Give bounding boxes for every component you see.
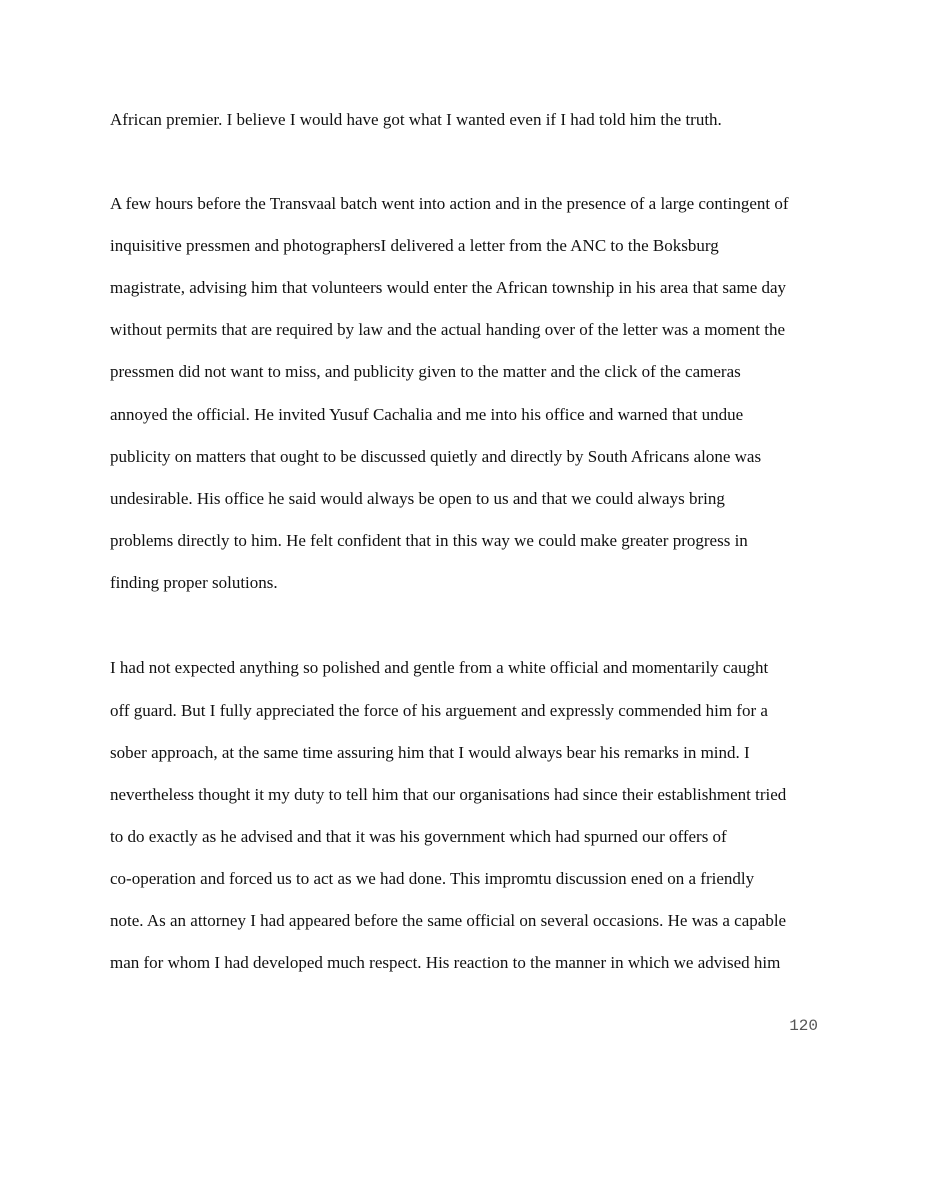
text-line: problems directly to him. He felt confident that in this way we could make greater progress in [110,531,748,550]
text-line: I had not expected anything so polished and gentle from a white official and momentarily caught [110,658,769,677]
text-line: inquisitive pressmen and photographersI delivered a letter from the ANC to the Boksburg [110,236,719,255]
text-line: annoyed the official. He invited Yusuf Cachalia and me into his office and warned that undue [110,405,744,424]
text-line: undesirable. His office he said would always be open to us and that we could always bring [110,489,725,508]
text-line: man for whom I had developed much respect. His reaction to the manner in which we advised him [110,953,781,972]
text-line: pressmen did not want to miss, and publicity given to the matter and the click of the cameras [110,362,741,381]
text-line: African premier. I believe I would have got what I wanted even if I had told him the truth. [110,110,722,129]
text-line: without permits that are required by law and the actual handing over of the letter was a moment the [110,320,786,339]
text-line: A few hours before the Transvaal batch went into action and in the presence of a large contingent of [110,194,789,213]
text-line: nevertheless thought it my duty to tell him that our organisations had since their establishment tried [110,785,787,804]
text-line: sober approach, at the same time assuring him that I would always bear his remarks in mind. I [110,743,750,762]
text-line: to do exactly as he advised and that it was his government which had spurned our offers of [110,827,727,846]
text-line: note. As an attorney I had appeared before the same official on several occasions. He was a capable [110,911,787,930]
text-line: co-operation and forced us to act as we had done. This impromtu discussion ened on a friendly [110,869,755,888]
text-line: publicity on matters that ought to be discussed quietly and directly by South Africans alone was [110,447,762,466]
text-line: off guard. But I fully appreciated the force of his arguement and expressly commended him for a [110,701,768,720]
text-line: finding proper solutions. [110,573,278,592]
text-line: magistrate, advising him that volunteers would enter the African township in his area that same day [110,278,787,297]
page-number: 120 [789,1017,818,1035]
